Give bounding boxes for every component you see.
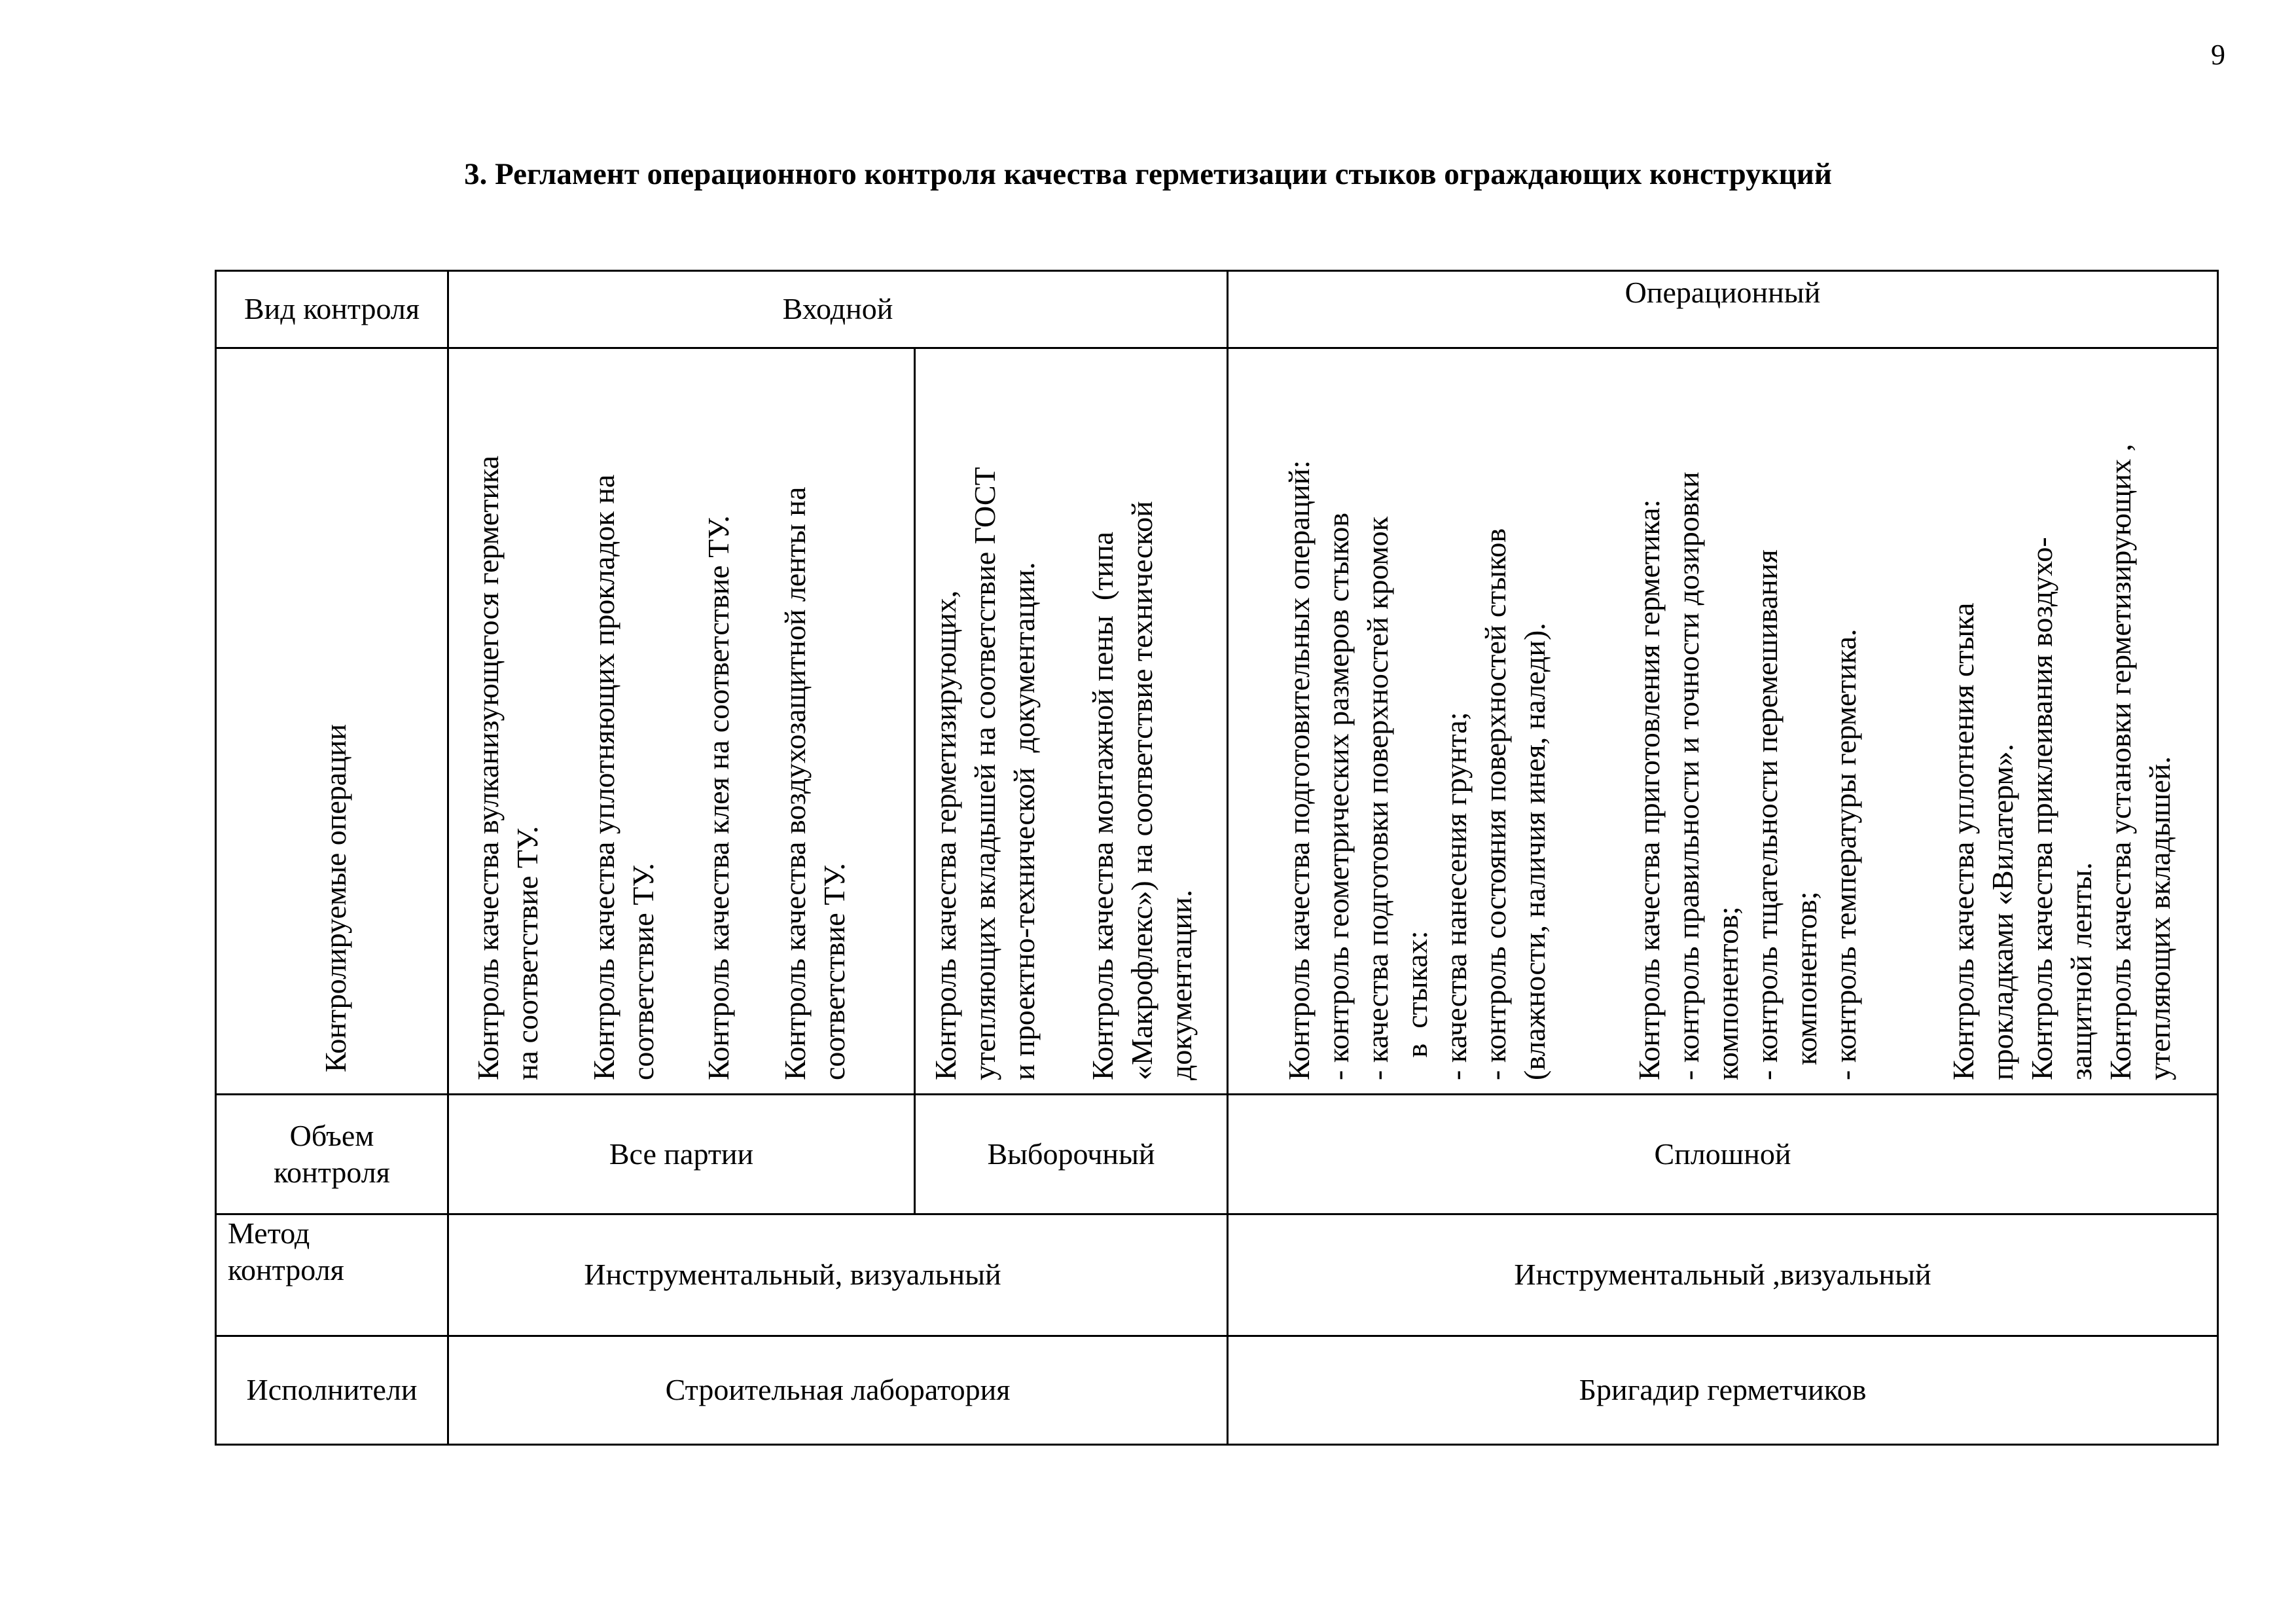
volume-operational: Сплошной — [1654, 1137, 1791, 1171]
method-label: Метод контроля — [228, 1216, 344, 1287]
incoming-op-3: Контроль качества клея на соответствие ТУ. — [702, 515, 735, 1080]
incoming-op-5: Контроль качества герметизирующих, утепляющих вкладышей на соответствие ГОСТ и проектно-технической документации. — [929, 467, 1041, 1080]
method-incoming: Инструментальный, визуальный — [584, 1258, 1001, 1292]
incoming-op-1: Контроль качества вулканизующегося герметика на соответствие ТУ. — [471, 455, 544, 1080]
row-divider-header — [215, 347, 2219, 349]
header-incoming: Входной — [782, 292, 893, 326]
performers-incoming: Строительная лаборатория — [665, 1373, 1011, 1407]
volume-incoming-1: Все партии — [609, 1137, 754, 1171]
incoming-op-4: Контроль качества воздухозащитной ленты на соответствие ТУ. — [778, 486, 851, 1080]
document-title: 3. Регламент операционного контроля качества герметизации стыков ограждающих конструкций — [464, 157, 1832, 191]
page-number: 9 — [2211, 39, 2225, 71]
operations-label: Контролируемые операции — [319, 723, 352, 1072]
header-row-label: Вид контроля — [243, 292, 420, 326]
operational-op-3: Контроль качества уплотнения стыка прокладками «Вилатерм». Контроль качества приклеивания воздухо- защитной ленты. Контроль качества установки герметизирующих , утепляющих вкладышей. — [1946, 443, 2176, 1080]
operational-op-2: Контроль качества приготовления герметика: - контроль правильности и точности дозировки компонентов; - контроль тщательности перемешивания компонентов; - контроль температуры герметика. — [1632, 471, 1862, 1080]
volume-label: Объем контроля — [274, 1118, 390, 1189]
method-operational: Инструментальный ,визуальный — [1514, 1258, 1931, 1292]
operational-op-1: Контроль качества подготовительных операций: - контроль геометрических размеров стыков - качества подготовки поверхностей кромок в стыках: - качества нанесения грунта; - контроль состояния поверхностей стыков (влажности, наличия инея, наледи). — [1282, 460, 1551, 1080]
performers-operational: Бригадир герметчиков — [1579, 1373, 1867, 1407]
performers-label: Исполнители — [246, 1373, 418, 1407]
column-divider-incoming-groups — [914, 347, 916, 1215]
incoming-op-2: Контроль качества уплотняющих прокладок на соответствие ТУ. — [587, 474, 660, 1080]
volume-incoming-2: Выборочный — [987, 1137, 1155, 1171]
incoming-op-6: Контроль качества монтажной пены (типа «Макрофлекс») на соответствие технической документации. — [1086, 501, 1198, 1080]
header-operational: Операционный — [1624, 275, 1821, 309]
